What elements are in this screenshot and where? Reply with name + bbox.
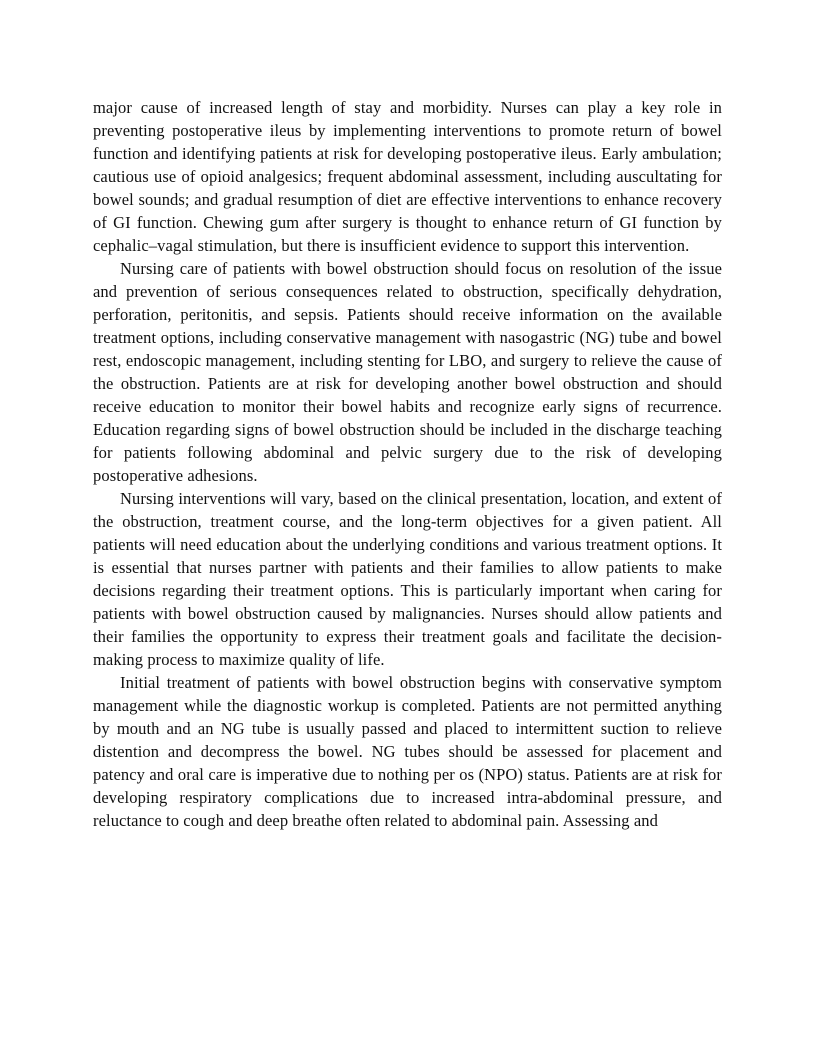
paragraph-4: Initial treatment of patients with bowel obstruction begins with conservative symptom management while the diagnostic workup is completed. Patients are not permitted anything by mouth and an NG tube is usually passed and placed to intermittent suction to relieve distention and decompress the bowel. NG tubes should be assessed for placement and patency and oral care is imperative due to nothing per os (NPO) status. Patients are at risk for developing respiratory complications due to increased intra-abdominal pressure, and reluctance to cough and deep breathe often related to abdominal pain. Assessing and [93, 673, 722, 830]
paragraph-2: Nursing care of patients with bowel obstruction should focus on resolution of the issue and prevention of serious consequences related to obstruction, specifically dehydration, perforation, peritonitis, and sepsis. Patients should receive information on the available treatment options, including conservative management with nasogastric (NG) tube and bowel rest, endoscopic management, including stenting for LBO, and surgery to relieve the cause of the obstruction. Patients are at risk for developing another bowel obstruction and should receive education to monitor their bowel habits and recognize early signs of recurrence. Education regarding signs of bowel obstruction should be included in the discharge teaching for patients following abdominal and pelvic surgery due to the risk of developing postoperative adhesions. [93, 259, 722, 485]
body-text [93, 96, 722, 832]
paragraph-1: major cause of increased length of stay and morbidity. Nurses can play a key role in preventing postoperative ileus by implementing interventions to promote return of bowel function and identifying patients at risk for developing postoperative ileus. Early ambulation; cautious use of opioid analgesics; frequent abdominal assessment, including auscultating for bowel sounds; and gradual resumption of diet are effective interventions to enhance recovery of GI function. Chewing gum after surgery is thought to enhance return of GI function by cephalic–vagal stimulation, but there is insufficient evidence to support this intervention. [93, 98, 722, 255]
paragraph-3: Nursing interventions will vary, based on the clinical presentation, location, and extent of the obstruction, treatment course, and the long-term objectives for a given patient. All patients will need education about the underlying conditions and various treatment options. It is essential that nurses partner with patients and their families to allow patients to make decisions regarding their treatment options. This is particularly important when caring for patients with bowel obstruction caused by malignancies. Nurses should allow patients and their families the opportunity to express their treatment goals and facilitate the decision-making process to maximize quality of life. [93, 489, 722, 669]
